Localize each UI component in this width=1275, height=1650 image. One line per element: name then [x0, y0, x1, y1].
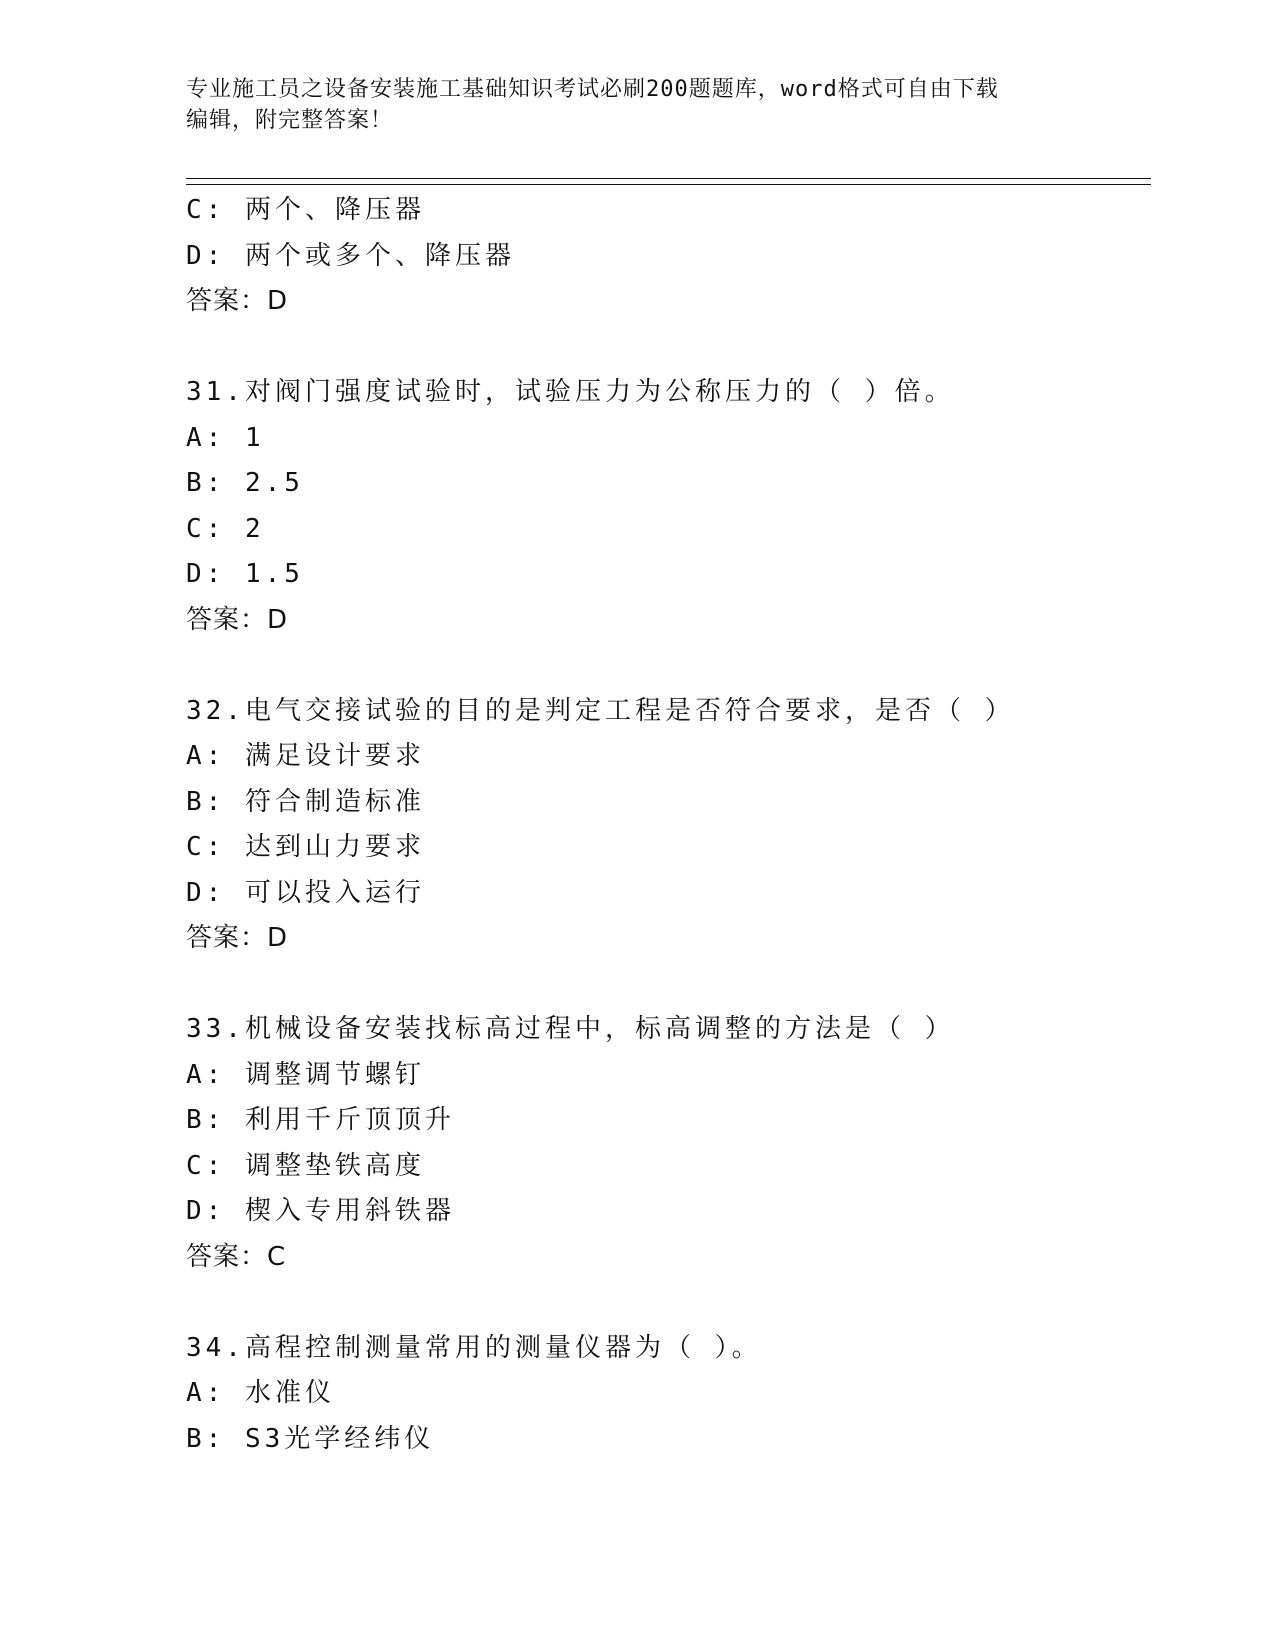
spacer: [186, 1280, 1146, 1326]
answer-line: 答案：D: [186, 923, 289, 953]
option-d: D: 1.5: [186, 559, 304, 589]
header-title-line-2: 编辑，附完整答案！: [186, 108, 394, 133]
option-c: C: 两个、降压器: [186, 195, 425, 225]
document-body: [186, 188, 1146, 1462]
option-b: B: S3光学经纬仪: [186, 1423, 435, 1454]
question-text: 34.高程控制测量常用的测量仪器为（ ）。: [186, 1332, 762, 1363]
option-b: B: 利用千斤顶顶升: [186, 1105, 455, 1135]
question-31: [186, 370, 1146, 643]
question-text: 31.对阀门强度试验时，试验压力为公称压力的（ ）倍。: [186, 377, 955, 407]
spacer: [186, 325, 1146, 371]
question-text: 33.机械设备安装找标高过程中，标高调整的方法是（ ）: [186, 1014, 955, 1044]
option-c: C: 达到山力要求: [186, 832, 425, 862]
option-a: A: 调整调节螺钉: [186, 1059, 425, 1090]
answer-line: 答案：D: [186, 604, 289, 635]
carryover-block: [186, 188, 1146, 325]
option-a: A: 满足设计要求: [186, 741, 425, 771]
question-33: [186, 1007, 1146, 1280]
option-d: D: 楔入专用斜铁器: [186, 1196, 455, 1226]
option-c: C: 调整垫铁高度: [186, 1150, 425, 1181]
option-b: B: 2.5: [186, 468, 304, 498]
option-a: A: 1: [186, 422, 265, 453]
question-32: [186, 689, 1146, 962]
spacer: [186, 962, 1146, 1008]
option-d: D: 两个或多个、降压器: [186, 240, 515, 271]
option-a: A: 水准仪: [186, 1378, 335, 1408]
answer-line: 答案：C: [186, 1241, 287, 1272]
question-text: 32.电气交接试验的目的是判定工程是否符合要求，是否（ ）: [186, 695, 1015, 726]
spacer: [186, 643, 1146, 689]
document-header: [186, 74, 1086, 136]
option-b: B: 符合制造标准: [186, 786, 425, 817]
option-c: C: 2: [186, 513, 265, 544]
answer-line: 答案：D: [186, 286, 289, 316]
option-d: D: 可以投入运行: [186, 877, 425, 908]
header-title-line-1: 专业施工员之设备安装施工基础知识考试必刷200题题库，word格式可自由下载: [186, 77, 999, 102]
question-34: [186, 1326, 1146, 1463]
header-divider: [186, 178, 1151, 185]
